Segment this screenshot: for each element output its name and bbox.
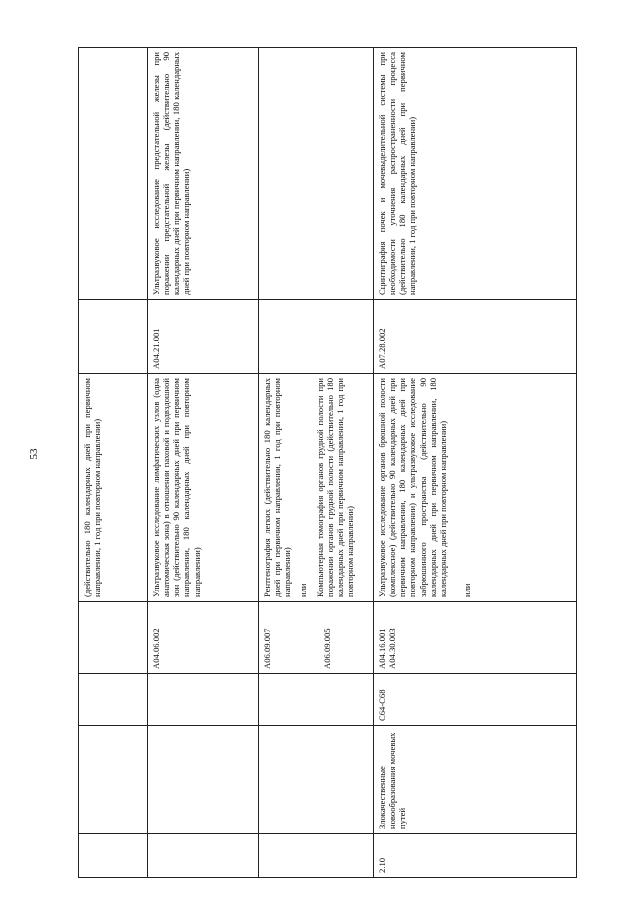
table-row xyxy=(374,48,577,878)
extra-code-cell: A07.28.002 xyxy=(374,300,577,374)
row-number-cell xyxy=(259,834,374,878)
table-row xyxy=(259,48,374,878)
page-number: 53 xyxy=(28,448,40,460)
method-cell xyxy=(79,374,148,602)
service-code: A06.09.005 xyxy=(322,628,333,669)
method-cell xyxy=(259,374,374,602)
method-text: Ультразвуковое исследование органов брюшной полости (комплексное) (действительно 90 календарных дней при первичном направлении, 180 календарных дней при повторном направлении) и ультразвуковое исследование забрюшинного пространства (действительно 90 календарных дней при первичном направлении, 180 календарных дней при повторном направлении) xyxy=(377,378,448,597)
row-number-cell xyxy=(79,834,148,878)
spacer xyxy=(312,606,322,669)
diagnosis-cell xyxy=(148,726,259,834)
method-text: (действительно 180 календарных дней при первичном направлении, 1 год при повторном направлении) xyxy=(82,378,103,597)
examination-table xyxy=(78,47,577,878)
or-separator: или xyxy=(461,583,472,597)
method-text: Ультразвуковое исследование лимфатических узлов (одна анатомическая зона) в отношении паховой и подвздошной зон (действительно 90 календарных дней при первичном направлении, 180 календарных дней при повторном направлении) xyxy=(151,378,202,597)
icd-code-cell xyxy=(148,674,259,726)
spacer xyxy=(292,606,302,669)
extra-code-cell xyxy=(259,300,374,374)
service-code: A04.06.002 xyxy=(151,628,161,669)
spacer xyxy=(272,606,282,669)
service-code: A04.16.001 xyxy=(377,628,387,669)
row-number-cell: 2.10 xyxy=(374,834,577,878)
icd-code-cell xyxy=(79,674,148,726)
diagnosis-cell: Злокачественные новообразования мочевых путей xyxy=(374,726,577,834)
service-code: A06.09.007 xyxy=(262,628,272,669)
service-code-cell xyxy=(259,602,374,674)
or-separator: или xyxy=(298,583,309,597)
icd-code-cell: C64-C68 xyxy=(374,674,577,726)
extra-code-cell: A04.21.001 xyxy=(148,300,259,374)
extra-method-cell: Сцинтиграфия почек и мочевыделительной системы при необходимости уточнения распространенности процесса (действительно 180 календарных дней при первичном направлении, 1 год при повторном направлении) xyxy=(374,48,577,300)
extra-method-cell xyxy=(259,48,374,300)
method-cell xyxy=(148,374,259,602)
row-number-cell xyxy=(148,834,259,878)
service-code-cell xyxy=(79,602,148,674)
rotated-table-sheet xyxy=(78,48,548,878)
spacer xyxy=(282,606,292,669)
method-text: Рентгенография легких (действительно 180 календарных дней при первичном направлении, 1 год при повторном направлении) xyxy=(262,378,293,597)
method-cell xyxy=(374,374,577,602)
extra-code-cell xyxy=(79,300,148,374)
spacer xyxy=(302,606,312,669)
service-code-cell xyxy=(148,602,259,674)
table-row xyxy=(148,48,259,878)
method-text: Компьютерная томография органов грудной полости при поражении органов грудной полости (действительно 180 календарных дней при первичном направлении, 1 год при повторном направлении) xyxy=(314,378,355,597)
diagnosis-cell xyxy=(259,726,374,834)
service-code: A04.30.003 xyxy=(387,628,398,669)
service-code-cell xyxy=(374,602,577,674)
extra-method-cell: Ультразвуковое исследование предстательной железы при поражении предстательной железы (действительно 90 календарных дней при первичном направлении, 180 календарных дней при повторном направлении) xyxy=(148,48,259,300)
extra-method-cell xyxy=(79,48,148,300)
table-row xyxy=(79,48,148,878)
diagnosis-cell xyxy=(79,726,148,834)
icd-code-cell xyxy=(259,674,374,726)
